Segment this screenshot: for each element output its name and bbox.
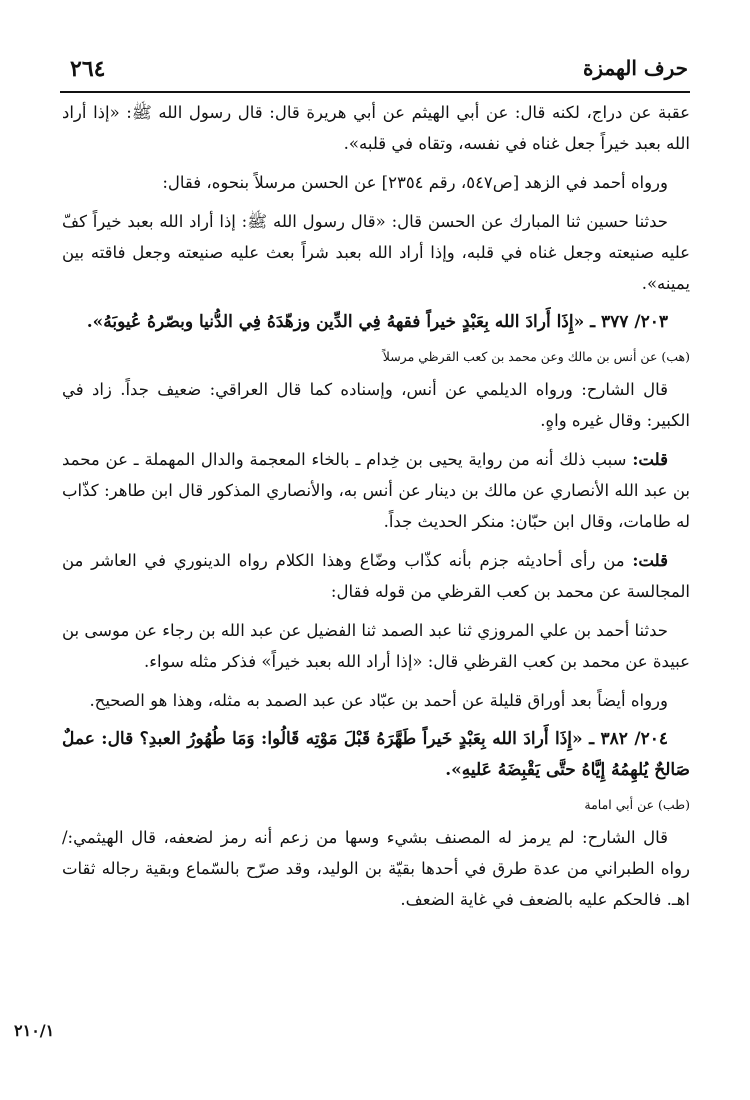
- hadith-text: [62, 307, 690, 338]
- paragraph: [62, 374, 690, 436]
- paragraph: [62, 167, 690, 198]
- paragraph-text: حدثنا حسين ثنا المبارك عن الحسن قال: «قال رسول الله ﷺ: إذا أراد الله بعبد خيراً كفّ عليه صنيعته وجعل غناه في قلبه، وإذا أراد الله بعبد شراً بعث عليه صنيعته وجعل فاقته بين يمينه».: [62, 212, 690, 293]
- margin-volume-note: ٢١٠/١: [14, 1021, 55, 1040]
- paragraph-text: من رأى أحاديثه جزم بأنه كذّاب وضّاع وهذا الكلام رواه الدينوري في العاشر من المجالسة عن محمد بن كعب القرظي من قوله فقال:: [62, 551, 690, 601]
- paragraph-text: ورواه أحمد في الزهد [ص٥٤٧، رقم ٢٣٥٤] عن الحسن مرسلاً بنحوه، فقال:: [162, 173, 668, 192]
- paragraph: [62, 545, 690, 607]
- paragraph: [62, 97, 690, 159]
- chapter-title: حرف الهمزة: [582, 56, 688, 80]
- paragraph-text: قال الشارح: ورواه الديلمي عن أنس، وإسناده كما قال العراقي: ضعيف جداً. زاد في الكبير: وقال غيره واهٍ.: [62, 380, 690, 430]
- paragraph-text: سبب ذلك أنه من رواية يحيى بن خِدام ـ بالخاء المعجمة والدال المهملة ـ عن محمد بن عبد الله الأنصاري عن مالك بن دينار عن أنس به، والأنصاري المذكور قال ابن طاهر: كذّاب له طامات، وقال ابن حبّان: منكر الحديث جداً.: [62, 450, 690, 531]
- paragraph: [62, 206, 690, 299]
- paragraph: [62, 615, 690, 677]
- source-text: (طب) عن أبي امامة: [584, 797, 690, 812]
- qultu-label: قلت:: [632, 450, 668, 469]
- paragraph-text: ورواه أيضاً بعد أوراق قليلة عن أحمد بن عبّاد عن عبد الصمد به مثله، وهذا هو الصحيح.: [89, 691, 668, 710]
- paragraph-text: قال الشارح: لم يرمز له المصنف بشيء وسها من زعم أنه رمز لضعفه، قال الهيثمي:/ رواه الطبراني من عدة طرق في أحدها بقيّة بن الوليد، وقد صرّح بالسّماع وبقية رجاله ثقات اهـ. فالحكم عليه بالضعف في غاية الضعف.: [62, 828, 690, 909]
- page-number: ٢٦٤: [70, 56, 106, 82]
- paragraph: [62, 685, 690, 716]
- page-header: [70, 56, 688, 88]
- page-body: [62, 97, 690, 923]
- source-text: (هب) عن أنس بن مالك وعن محمد بن كعب القرظي مرسلاً: [382, 349, 690, 364]
- paragraph: [62, 444, 690, 537]
- qultu-label: قلت:: [632, 551, 668, 570]
- hadith-line: ٢٠٤/ ٣٨٢ ـ «إِذَا أَرادَ الله بِعَبْدٍ خَيراً طَهَّرَهُ قَبْلَ مَوْتِه قَالُوا: وَمَا طُهُورُ العبدِ؟ قال: عملٌ صَالحٌ يُلهِمُهُ إِيَّاهُ حتَّى يَقْبِضَهُ عَليهِ».: [62, 729, 690, 780]
- paragraph-text: عقبة عن دراج، لكنه قال: عن أبي الهيثم عن أبي هريرة قال: قال رسول الله ﷺ: «إذا أراد الله بعبد خيراً جعل غناه في نفسه، وتقاه في قلبه».: [62, 103, 690, 153]
- hadith-source: [62, 346, 690, 368]
- paragraph-text: حدثنا أحمد بن علي المروزي ثنا عبد الصمد ثنا الفضيل عن عبد الله بن رجاء عن موسى بن عبيدة عن محمد بن كعب القرظي قال: «إذا أراد الله بعبد خيراً» فذكر مثله سواء.: [62, 621, 690, 671]
- header-rule: [60, 91, 690, 93]
- hadith-source: [62, 794, 690, 816]
- hadith-line: ٢٠٣/ ٣٧٧ ـ «إِذَا أَرادَ الله بِعَبْدٍ خيراً فقههُ فِي الدِّين وزهّدَهُ فِي الدُّنيا وبصّرهُ عُيوبَهُ».: [86, 312, 668, 332]
- hadith-text: [62, 724, 690, 786]
- paragraph: [62, 822, 690, 915]
